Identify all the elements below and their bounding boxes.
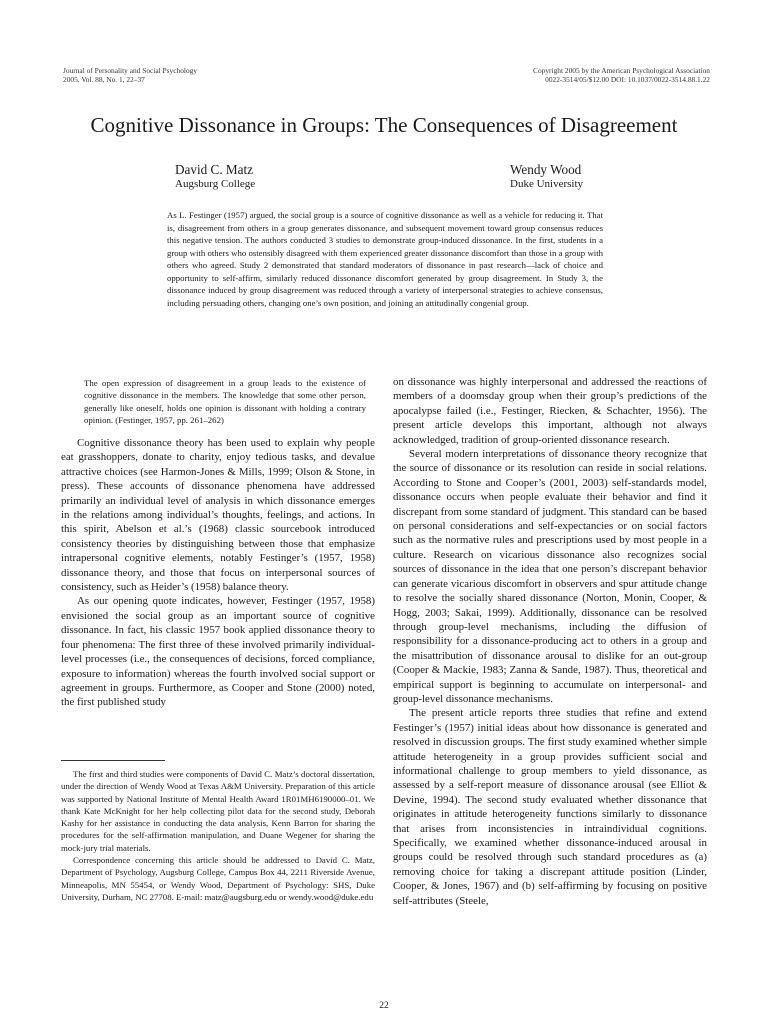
journal-volume: 2005, Vol. 88, No. 1, 22–37 [63, 74, 145, 84]
author-affiliation: Duke University [510, 178, 584, 190]
author-block-2 [510, 162, 583, 191]
page-number: 22 [379, 1001, 389, 1011]
body-column-left [61, 436, 375, 710]
author-note [61, 768, 375, 903]
body-column-right [393, 375, 707, 908]
body-paragraph: The present article reports three studies that refine and extend Festinger’s (1957) initial ideas about how dissonance is generated and resolved in discussion groups. The first study examined whether simple attitude heterogeneity in a group provides sufficient social and informational challenge to group members to yield dissonance, as assessed by a self-report measure of dissonance arousal (see Elliot & Devine, 1994). The second study evaluated whether dissonance that originates in attitude heterogeneity functions similarly to dissonance that arises from inconsistencies in intraindividual cognitions. Specifically, we examined whether dissonance-induced arousal in groups could be resolved through such standard procedures as (a) removing choice for taking a discrepant attitude position (Linder, Cooper, & Jones, 1967) and (b) self-affirming by focusing on positive self-attributes (Steele, [393, 707, 707, 907]
body-paragraph: Cognitive dissonance theory has been used to explain why people eat grasshoppers, donate to charity, enjoy tedious tasks, and devalue attractive choices (see Harmon-Jones & Mills, 1999; Olson & Stone, in press). These accounts of dissonance phenomena have addressed primarily an individual level of analysis in which dissonance emerges in the relations among individual’s thoughts, feelings, and actions. In this spirit, Abelson et al.’s (1968) classic sourcebook introduced consistency theories by distinguishing between those that emphasize intrapersonal cognitive elements, notably Festinger’s (1957, 1958) dissonance theory, and those that focus on interpersonal sources of consistency, such as Heider’s (1958) balance theory. [61, 437, 375, 594]
article-title: Cognitive Dissonance in Groups: The Consequences of Disagreement [90, 113, 678, 137]
author-block-1 [175, 162, 255, 191]
footnote-divider [61, 760, 165, 761]
journal-name: Journal of Personality and Social Psychology [63, 66, 198, 75]
journal-citation [63, 67, 197, 84]
body-paragraph: Several modern interpretations of dissonance theory recognize that the source of dissonance or its resolution can reside in social relations. According to Stone and Cooper’s (2001, 2003) self-standards model, dissonance occurs when people evaluate their behavior and find it discrepant from some standard of judgment. This standard can be based on personal considerations and self-expectancies or on social factors such as the normative rules and prescriptions used by most people in a culture. Research on vicarious dissonance also recognizes social sources of dissonance in the idea that one person’s discrepant behavior can generate vicarious discomfort in observers and spur attitude change to resolve the socially shared dissonance (Norton, Monin, Cooper, & Hogg, 2003; Sakai, 1999). Additionally, dissonance can be resolved through group-level mechanisms, including the diffusion of responsibility for a dissonance-producing act to others in a group and the misattribution of dissonance arousal to dislike for an out-group (Cooper & Mackie, 1983; Zanna & Sande, 1987). Thus, theoretical and empirical support is beginning to accumulate on interpersonal- and group-level dissonance mechanisms. [393, 448, 707, 705]
epigraph-quote: The open expression of disagreement in a group leads to the existence of cognitive dissonance in the members. The knowledge that some other person, generally like oneself, holds one opinion is dissonant with holding a contrary opinion. (Festinger, 1957, pp. 261–262) [84, 378, 366, 426]
body-paragraph: on dissonance was highly interpersonal and addressed the reactions of members of a doomsday group when their group’s predictions of the apocalypse failed (i.e., Festinger, Riecken, & Schachter, 1956). The present article develops this important, although not always acknowledged, tradition of group-oriented dissonance research. [393, 376, 707, 446]
author-name: David C. Matz [175, 162, 254, 177]
abstract: As L. Festinger (1957) argued, the social group is a source of cognitive dissonance as well as a vehicle for reducing it. That is, disagreement from others in a group generates dissonance, and subsequent movement toward group consensus reduces this negative tension. The authors conducted 3 studies to demonstrate group-induced dissonance. In the first, students in a group with others who ostensibly disagreed with them experienced greater dissonance discomfort than those in a group with others who agreed. Study 2 demonstrated that standard moderators of dissonance in past research—lack of choice and opportunity to self-affirm, similarly reduced dissonance discomfort generated by group disagreement. In Study 3, the dissonance induced by group disagreement was reduced through a variety of interpersonal strategies to achieve consensus, including persuading others, changing one’s own position, and joining an attitudinally congenial group. [167, 210, 603, 308]
copyright-notice [533, 67, 710, 84]
author-name: Wendy Wood [510, 162, 582, 177]
copyright-line: Copyright 2005 by the American Psychological Association [533, 66, 710, 75]
author-affiliation: Augsburg College [175, 178, 256, 190]
doi-line: 0022-3514/05/$12.00 DOI: 10.1037/0022-3514.88.1.22 [545, 74, 710, 84]
footnote-paragraph: The first and third studies were components of David C. Matz’s doctoral dissertation, under the direction of Wendy Wood at Texas A&M University. Preparation of this article was supported by National Institute of Mental Health Award 1R01MH6190000–01. We thank Kate McKnight for her help collecting pilot data for the second study, Deborah Kashy for her assistance in conducting the data analysis, Kenn Barron for sharing the procedures for the self-affirmation manipulation, and Duane Wegener for sharing the mock-jury trial materials. [61, 769, 375, 853]
footnote-paragraph: Correspondence concerning this article should be addressed to David C. Matz, Department of Psychology, Augsburg College, Campus Box 44, 2211 Riverside Avenue, Minneapolis, MN 55454, or Wendy Wood, Department of Psychology: SHS, Duke University, Durham, NC 27708. E-mail: matz@augsburg.edu or wendy.wood@duke.edu [61, 855, 375, 902]
body-paragraph: As our opening quote indicates, however, Festinger (1957, 1958) envisioned the social group as an important source of cognitive dissonance. In fact, his classic 1957 book applied dissonance theory to four phenomena: The first three of these involved primarily individual-level processes (i.e., the consequences of decisions, forced compliance, exposure to information) whereas the fourth involved social support or agreement in groups. Furthermore, as Cooper and Stone (2000) noted, the first published study [61, 595, 375, 709]
